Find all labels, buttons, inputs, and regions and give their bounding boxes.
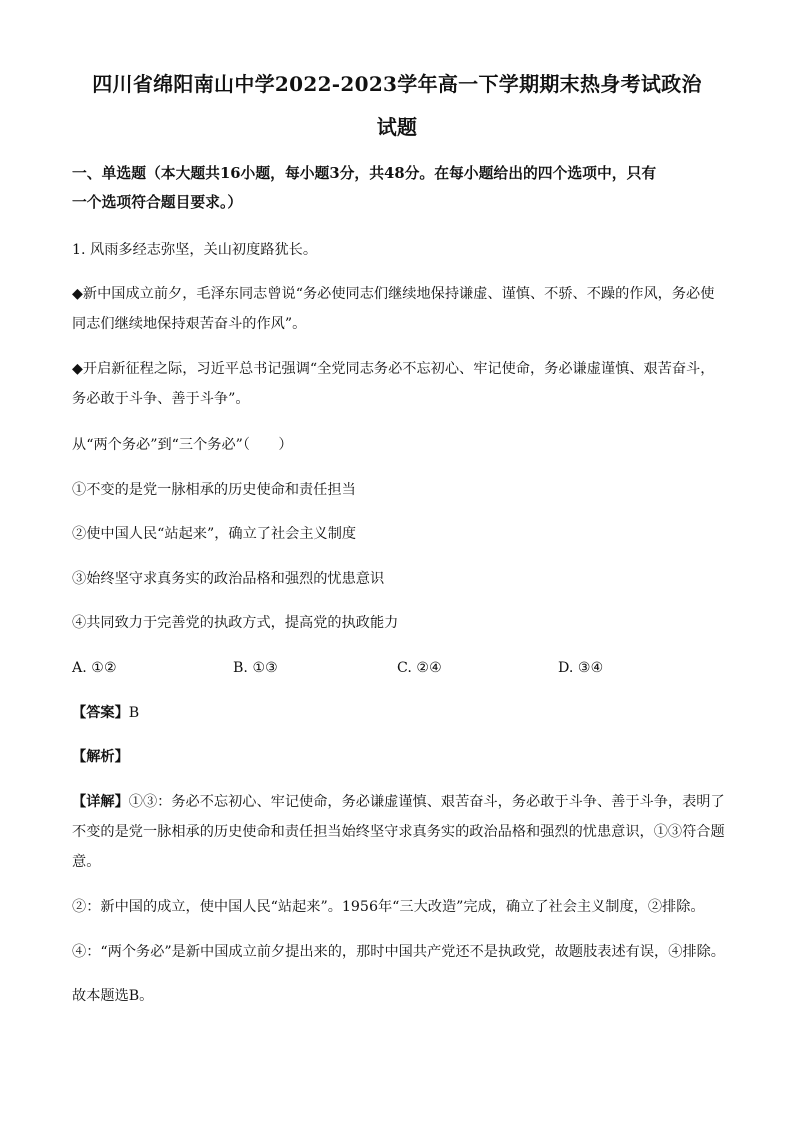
detail-statement-4: ④：“两个务必”是新中国成立前夕提出来的，那时中国共产党还不是执政党，故题肢表述有误，④排除。: [72, 944, 725, 960]
option-c: C. ②④: [397, 660, 442, 676]
quote-bullet-2-line-1: ◆开启新征程之际，习近平总书记强调“全党同志务必不忘初心、牢记使命，务必谦虚谨慎、艰苦奋斗，: [72, 361, 715, 377]
option-d: D. ③④: [558, 660, 604, 676]
statement-1: ①不变的是党一脉相承的历史使命和责任担当: [72, 482, 356, 498]
detail-line-1: [72, 792, 725, 812]
section-heading-line-1: 一、单选题（本大题共16小题，每小题3分，共48分。在每小题给出的四个选项中，只有: [72, 165, 657, 182]
answer-label: 【答案】: [72, 705, 129, 721]
statement-2: ②使中国人民“站起来”，确立了社会主义制度: [72, 526, 357, 542]
quote-bullet-1-line-1: ◆新中国成立前夕，毛泽东同志曾说“务必使同志们继续地保持谦虚、谨慎、不骄、不躁的作风，务必使: [72, 286, 715, 302]
option-a: A. ①②: [72, 660, 117, 676]
detail-line-2: 不变的是党一脉相承的历史使命和责任担当始终坚守求真务实的政治品格和强烈的忧患意识，①③符合题: [72, 824, 725, 840]
quote-bullet-2-line-2: 务必敢于斗争、善于斗争”。: [72, 391, 250, 407]
detail-statement-2: ②：新中国的成立，使中国人民“站起来”。1956年“三大改造”完成，确立了社会主义制度，②排除。: [72, 899, 705, 915]
question-prompt: 从“两个务必”到“三个务必”（ ）: [72, 437, 293, 453]
question-stem: 1. 风雨多经志弥坚，关山初度路犹长。: [72, 242, 318, 258]
detail-label: 【详解】: [72, 794, 129, 810]
option-b: B. ①③: [233, 660, 278, 676]
answer-line: [72, 703, 722, 723]
analysis-line: [72, 747, 722, 767]
analysis-label: 【解析】: [72, 749, 129, 765]
section-heading-line-2: 一个选项符合题目要求。）: [72, 194, 243, 211]
detail-text-1: ①③：务必不忘初心、牢记使命，务必谦虚谨慎、艰苦奋斗，务必敢于斗争、善于斗争，表明了: [128, 794, 725, 810]
conclusion: 故本题选B。: [72, 988, 154, 1004]
detail-line-3: 意。: [72, 854, 101, 870]
document-title-line-2: 试题: [376, 115, 418, 139]
statement-4: ④共同致力于完善党的执政方式，提高党的执政能力: [72, 615, 399, 631]
quote-bullet-1-line-2: 同志们继续地保持艰苦奋斗的作风”。: [72, 316, 307, 332]
statement-3: ③始终坚守求真务实的政治品格和强烈的忧患意识: [72, 571, 385, 587]
document-title-line-1: 四川省绵阳南山中学2022-2023学年高一下学期期末热身考试政治: [92, 72, 702, 96]
answer-value: B: [128, 705, 140, 721]
